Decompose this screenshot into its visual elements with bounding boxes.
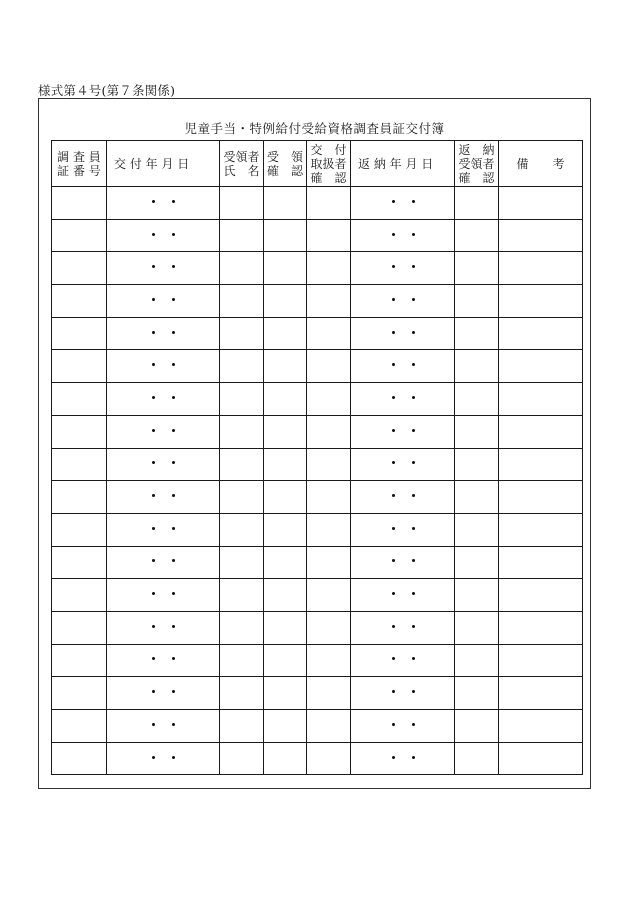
return-confirm-cell[interactable] [455, 448, 499, 481]
remarks-cell[interactable] [499, 742, 583, 775]
date-separator-dot [392, 200, 395, 203]
return-date-cell[interactable] [351, 187, 455, 220]
table-row [52, 350, 583, 383]
receipt-confirm-cell[interactable] [264, 644, 307, 677]
return-date-cell[interactable] [351, 481, 455, 514]
issuer-confirm-cell[interactable] [307, 285, 351, 318]
issuer-confirm-cell[interactable] [307, 513, 351, 546]
issuer-confirm-cell[interactable] [307, 415, 351, 448]
issue-date-cell[interactable] [107, 219, 220, 252]
table-row [52, 187, 583, 220]
id-number-cell[interactable] [52, 481, 107, 514]
date-separator-dot [392, 461, 395, 464]
id-number-cell[interactable] [52, 710, 107, 743]
table-row [52, 383, 583, 416]
remarks-cell[interactable] [499, 481, 583, 514]
return-date-cell[interactable] [351, 546, 455, 579]
date-separator-dots [383, 197, 423, 207]
date-separator-dot [152, 592, 155, 595]
receipt-confirm-cell[interactable] [264, 546, 307, 579]
date-separator-dot [412, 331, 415, 334]
id-number-cell[interactable] [52, 350, 107, 383]
receipt-confirm-cell[interactable] [264, 481, 307, 514]
header-id-number: 調 査 員 証 番 号 [52, 141, 107, 187]
date-separator-dots [383, 524, 423, 534]
date-separator-dot [412, 625, 415, 628]
issue-date-cell[interactable] [107, 252, 220, 285]
return-date-cell[interactable] [351, 219, 455, 252]
return-confirm-cell[interactable] [455, 644, 499, 677]
id-number-cell[interactable] [52, 317, 107, 350]
return-confirm-cell[interactable] [455, 742, 499, 775]
return-date-cell[interactable] [351, 448, 455, 481]
date-separator-dot [392, 298, 395, 301]
issuer-confirm-cell[interactable] [307, 187, 351, 220]
date-separator-dots [143, 524, 183, 534]
return-confirm-cell[interactable] [455, 285, 499, 318]
return-confirm-cell[interactable] [455, 252, 499, 285]
issuer-confirm-cell[interactable] [307, 546, 351, 579]
date-separator-dot [392, 396, 395, 399]
date-separator-dot [412, 200, 415, 203]
remarks-cell[interactable] [499, 415, 583, 448]
remarks-cell[interactable] [499, 350, 583, 383]
receipt-confirm-cell[interactable] [264, 350, 307, 383]
return-date-cell[interactable] [351, 710, 455, 743]
receipt-confirm-cell[interactable] [264, 285, 307, 318]
date-separator-dots [383, 589, 423, 599]
date-separator-dots [143, 197, 183, 207]
date-separator-dots [383, 556, 423, 566]
date-separator-dot [392, 429, 395, 432]
table-row [52, 513, 583, 546]
return-confirm-cell[interactable] [455, 481, 499, 514]
table-row [52, 285, 583, 318]
date-separator-dot [392, 527, 395, 530]
issuer-confirm-cell[interactable] [307, 252, 351, 285]
date-separator-dot [172, 233, 175, 236]
recipient-name-cell[interactable] [220, 546, 264, 579]
date-separator-dot [172, 331, 175, 334]
receipt-confirm-cell[interactable] [264, 252, 307, 285]
date-separator-dots [143, 720, 183, 730]
table-row [52, 579, 583, 612]
remarks-cell[interactable] [499, 285, 583, 318]
recipient-name-cell[interactable] [220, 415, 264, 448]
id-number-cell[interactable] [52, 546, 107, 579]
return-date-cell[interactable] [351, 742, 455, 775]
recipient-name-cell[interactable] [220, 481, 264, 514]
form-number-label: 様式第４号(第７条関係) [38, 83, 176, 98]
recipient-name-cell[interactable] [220, 644, 264, 677]
date-separator-dots [143, 230, 183, 240]
return-date-cell[interactable] [351, 611, 455, 644]
date-separator-dot [152, 625, 155, 628]
issuer-confirm-cell[interactable] [307, 579, 351, 612]
recipient-name-cell[interactable] [220, 350, 264, 383]
return-date-cell[interactable] [351, 317, 455, 350]
date-separator-dot [392, 723, 395, 726]
remarks-cell[interactable] [499, 187, 583, 220]
issuer-confirm-cell[interactable] [307, 644, 351, 677]
remarks-cell[interactable] [499, 710, 583, 743]
return-date-cell[interactable] [351, 644, 455, 677]
id-number-cell[interactable] [52, 448, 107, 481]
return-date-cell[interactable] [351, 350, 455, 383]
issue-date-cell[interactable] [107, 644, 220, 677]
issue-date-cell[interactable] [107, 677, 220, 710]
id-number-cell[interactable] [52, 611, 107, 644]
id-number-cell[interactable] [52, 187, 107, 220]
date-separator-dots [143, 458, 183, 468]
date-separator-dot [172, 396, 175, 399]
date-separator-dot [152, 200, 155, 203]
ledger-body [52, 187, 583, 775]
recipient-name-cell[interactable] [220, 513, 264, 546]
date-separator-dot [152, 363, 155, 366]
issue-date-cell[interactable] [107, 579, 220, 612]
return-confirm-cell[interactable] [455, 710, 499, 743]
date-separator-dot [412, 265, 415, 268]
receipt-confirm-cell[interactable] [264, 383, 307, 416]
date-separator-dot [172, 625, 175, 628]
date-separator-dots [383, 687, 423, 697]
issue-date-cell[interactable] [107, 383, 220, 416]
recipient-name-cell[interactable] [220, 611, 264, 644]
recipient-name-cell[interactable] [220, 285, 264, 318]
recipient-name-cell[interactable] [220, 448, 264, 481]
id-number-cell[interactable] [52, 383, 107, 416]
issuer-confirm-cell[interactable] [307, 350, 351, 383]
date-separator-dot [172, 756, 175, 759]
issuer-confirm-cell[interactable] [307, 677, 351, 710]
date-separator-dots [143, 295, 183, 305]
return-confirm-cell[interactable] [455, 513, 499, 546]
table-row [52, 546, 583, 579]
remarks-cell[interactable] [499, 448, 583, 481]
receipt-confirm-cell[interactable] [264, 710, 307, 743]
date-separator-dot [392, 494, 395, 497]
date-separator-dot [172, 494, 175, 497]
id-number-cell[interactable] [52, 742, 107, 775]
remarks-cell[interactable] [499, 644, 583, 677]
recipient-name-cell[interactable] [220, 742, 264, 775]
header-row [52, 141, 583, 187]
date-separator-dot [172, 429, 175, 432]
date-separator-dot [412, 723, 415, 726]
recipient-name-cell[interactable] [220, 383, 264, 416]
issuer-confirm-cell[interactable] [307, 219, 351, 252]
date-separator-dots [383, 328, 423, 338]
date-separator-dot [412, 494, 415, 497]
remarks-cell[interactable] [499, 513, 583, 546]
remarks-cell[interactable] [499, 579, 583, 612]
receipt-confirm-cell[interactable] [264, 579, 307, 612]
return-date-cell[interactable] [351, 252, 455, 285]
return-confirm-cell[interactable] [455, 611, 499, 644]
issue-date-cell[interactable] [107, 481, 220, 514]
date-separator-dot [172, 461, 175, 464]
recipient-name-cell[interactable] [220, 252, 264, 285]
remarks-cell[interactable] [499, 677, 583, 710]
receipt-confirm-cell[interactable] [264, 742, 307, 775]
date-separator-dots [143, 753, 183, 763]
date-separator-dot [152, 527, 155, 530]
return-confirm-cell[interactable] [455, 415, 499, 448]
date-separator-dot [412, 527, 415, 530]
recipient-name-cell[interactable] [220, 187, 264, 220]
return-confirm-cell[interactable] [455, 219, 499, 252]
table-row [52, 710, 583, 743]
date-separator-dot [152, 690, 155, 693]
date-separator-dots [383, 393, 423, 403]
date-separator-dot [392, 756, 395, 759]
receipt-confirm-cell[interactable] [264, 187, 307, 220]
issue-date-cell[interactable] [107, 350, 220, 383]
date-separator-dots [143, 556, 183, 566]
header-return-confirm: 返 納 受領者 確 認 [455, 141, 499, 187]
return-confirm-cell[interactable] [455, 677, 499, 710]
recipient-name-cell[interactable] [220, 219, 264, 252]
date-separator-dots [383, 295, 423, 305]
return-date-cell[interactable] [351, 579, 455, 612]
date-separator-dot [412, 657, 415, 660]
id-number-cell[interactable] [52, 219, 107, 252]
receipt-confirm-cell[interactable] [264, 513, 307, 546]
table-row [52, 481, 583, 514]
header-recipient-name: 受領者 氏 名 [220, 141, 264, 187]
table-row [52, 219, 583, 252]
date-separator-dot [152, 756, 155, 759]
issue-date-cell[interactable] [107, 546, 220, 579]
remarks-cell[interactable] [499, 383, 583, 416]
date-separator-dot [152, 657, 155, 660]
remarks-cell[interactable] [499, 611, 583, 644]
date-separator-dot [412, 298, 415, 301]
issuer-confirm-cell[interactable] [307, 383, 351, 416]
date-separator-dots [143, 687, 183, 697]
id-number-cell[interactable] [52, 285, 107, 318]
issuer-confirm-cell[interactable] [307, 710, 351, 743]
issuer-confirm-cell[interactable] [307, 611, 351, 644]
date-separator-dots [143, 622, 183, 632]
return-confirm-cell[interactable] [455, 350, 499, 383]
date-separator-dot [152, 265, 155, 268]
date-separator-dots [143, 328, 183, 338]
date-separator-dot [152, 331, 155, 334]
return-date-cell[interactable] [351, 415, 455, 448]
return-confirm-cell[interactable] [455, 546, 499, 579]
table-row [52, 644, 583, 677]
date-separator-dot [152, 494, 155, 497]
id-number-cell[interactable] [52, 677, 107, 710]
date-separator-dot [152, 723, 155, 726]
table-row [52, 448, 583, 481]
return-date-cell[interactable] [351, 513, 455, 546]
date-separator-dot [412, 756, 415, 759]
id-number-cell[interactable] [52, 415, 107, 448]
receipt-confirm-cell[interactable] [264, 611, 307, 644]
date-separator-dot [152, 429, 155, 432]
date-separator-dots [143, 491, 183, 501]
date-separator-dot [412, 396, 415, 399]
issuer-confirm-cell[interactable] [307, 742, 351, 775]
date-separator-dots [383, 753, 423, 763]
date-separator-dot [172, 298, 175, 301]
date-separator-dot [392, 592, 395, 595]
date-separator-dot [412, 233, 415, 236]
date-separator-dots [383, 654, 423, 664]
date-separator-dot [152, 396, 155, 399]
table-row [52, 742, 583, 775]
recipient-name-cell[interactable] [220, 677, 264, 710]
table-row [52, 611, 583, 644]
date-separator-dots [383, 230, 423, 240]
issuer-confirm-cell[interactable] [307, 448, 351, 481]
table-row [52, 252, 583, 285]
id-number-cell[interactable] [52, 644, 107, 677]
date-separator-dot [392, 657, 395, 660]
issue-date-cell[interactable] [107, 187, 220, 220]
header-return-date: 返 納 年 月 日 [351, 141, 455, 187]
date-separator-dot [412, 592, 415, 595]
date-separator-dot [172, 723, 175, 726]
date-separator-dots [143, 262, 183, 272]
return-date-cell[interactable] [351, 285, 455, 318]
date-separator-dots [383, 262, 423, 272]
date-separator-dots [383, 720, 423, 730]
remarks-cell[interactable] [499, 546, 583, 579]
date-separator-dot [172, 592, 175, 595]
recipient-name-cell[interactable] [220, 710, 264, 743]
date-separator-dots [143, 426, 183, 436]
date-separator-dot [392, 265, 395, 268]
table-row [52, 677, 583, 710]
id-number-cell[interactable] [52, 252, 107, 285]
recipient-name-cell[interactable] [220, 317, 264, 350]
date-separator-dots [383, 622, 423, 632]
header-issuer-confirm: 交 付 取扱者 確 認 [307, 141, 351, 187]
date-separator-dot [172, 690, 175, 693]
return-confirm-cell[interactable] [455, 579, 499, 612]
date-separator-dot [412, 461, 415, 464]
date-separator-dots [383, 426, 423, 436]
remarks-cell[interactable] [499, 252, 583, 285]
date-separator-dot [392, 233, 395, 236]
receipt-confirm-cell[interactable] [264, 415, 307, 448]
date-separator-dot [392, 559, 395, 562]
date-separator-dots [383, 491, 423, 501]
date-separator-dot [412, 363, 415, 366]
receipt-confirm-cell[interactable] [264, 219, 307, 252]
date-separator-dots [383, 360, 423, 370]
date-separator-dot [392, 363, 395, 366]
issue-date-cell[interactable] [107, 513, 220, 546]
issue-date-cell[interactable] [107, 285, 220, 318]
header-remarks: 備 考 [499, 141, 583, 187]
receipt-confirm-cell[interactable] [264, 677, 307, 710]
return-date-cell[interactable] [351, 677, 455, 710]
date-separator-dot [152, 559, 155, 562]
date-separator-dots [383, 458, 423, 468]
receipt-confirm-cell[interactable] [264, 317, 307, 350]
return-confirm-cell[interactable] [455, 317, 499, 350]
date-separator-dot [392, 331, 395, 334]
date-separator-dot [152, 233, 155, 236]
return-confirm-cell[interactable] [455, 383, 499, 416]
remarks-cell[interactable] [499, 317, 583, 350]
issue-date-cell[interactable] [107, 317, 220, 350]
date-separator-dots [143, 589, 183, 599]
date-separator-dots [143, 654, 183, 664]
date-separator-dot [172, 559, 175, 562]
date-separator-dot [412, 690, 415, 693]
date-separator-dot [392, 690, 395, 693]
document-title: 児童手当・特例給付受給資格調査員証交付簿 [184, 121, 445, 136]
form-frame [38, 98, 591, 789]
date-separator-dot [172, 265, 175, 268]
date-separator-dot [172, 200, 175, 203]
issuance-ledger-table [51, 140, 583, 775]
date-separator-dot [152, 461, 155, 464]
date-separator-dot [152, 298, 155, 301]
issue-date-cell[interactable] [107, 611, 220, 644]
issue-date-cell[interactable] [107, 448, 220, 481]
issue-date-cell[interactable] [107, 710, 220, 743]
return-date-cell[interactable] [351, 383, 455, 416]
id-number-cell[interactable] [52, 513, 107, 546]
issue-date-cell[interactable] [107, 742, 220, 775]
table-row [52, 317, 583, 350]
table-row [52, 415, 583, 448]
issue-date-cell[interactable] [107, 415, 220, 448]
date-separator-dot [412, 429, 415, 432]
date-separator-dots [143, 393, 183, 403]
recipient-name-cell[interactable] [220, 579, 264, 612]
issuer-confirm-cell[interactable] [307, 317, 351, 350]
date-separator-dot [172, 363, 175, 366]
return-confirm-cell[interactable] [455, 187, 499, 220]
issuer-confirm-cell[interactable] [307, 481, 351, 514]
remarks-cell[interactable] [499, 219, 583, 252]
header-issue-date: 交 付 年 月 日 [107, 141, 220, 187]
header-receipt-confirm: 受 領 確 認 [264, 141, 307, 187]
date-separator-dot [392, 625, 395, 628]
receipt-confirm-cell[interactable] [264, 448, 307, 481]
date-separator-dot [172, 657, 175, 660]
date-separator-dot [412, 559, 415, 562]
id-number-cell[interactable] [52, 579, 107, 612]
date-separator-dots [143, 360, 183, 370]
date-separator-dot [172, 527, 175, 530]
